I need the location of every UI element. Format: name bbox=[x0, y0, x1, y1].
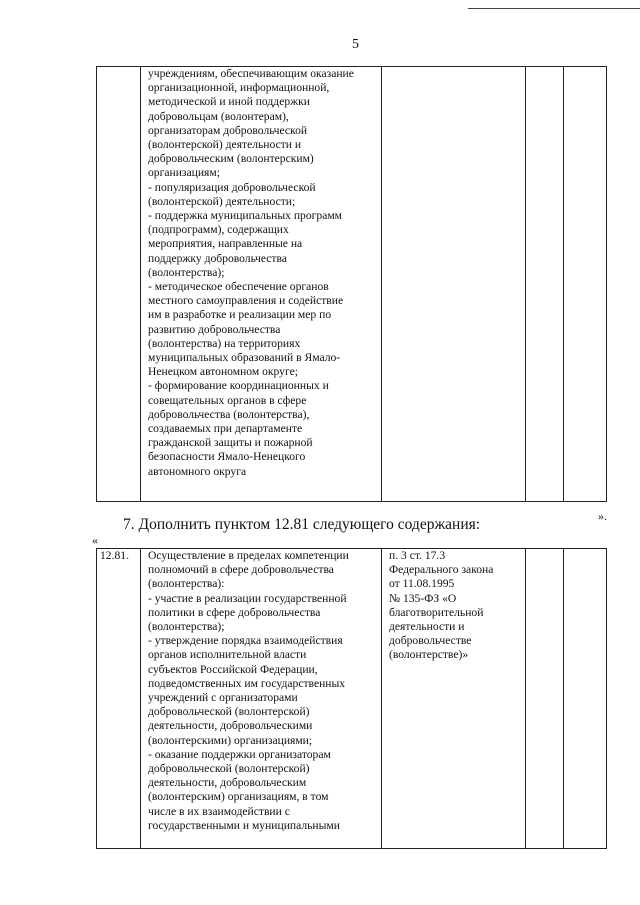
text-line: безопасности Ямало-Ненецкого bbox=[148, 450, 306, 464]
text-line: органов исполнительной власти bbox=[148, 648, 307, 662]
text-line: - популяризация добровольческой bbox=[148, 180, 316, 194]
text-line: учреждений с организаторами bbox=[148, 691, 298, 705]
law-line: добровольчестве bbox=[389, 634, 472, 648]
description-text bbox=[141, 67, 381, 479]
law-line: (волонтерстве)» bbox=[389, 648, 469, 662]
text-line: субъектов Российской Федерации, bbox=[148, 662, 318, 676]
cell-extra-2 bbox=[564, 549, 607, 849]
cell-number bbox=[97, 67, 141, 502]
text-line: мероприятия, направленные на bbox=[148, 237, 303, 251]
text-line: добровольческим (волонтерским) bbox=[148, 152, 314, 166]
text-line: муниципальных образований в Ямало- bbox=[148, 351, 341, 365]
text-line: им в разработке и реализации мер по bbox=[148, 308, 332, 322]
text-line: добровольческой (волонтерской) bbox=[148, 705, 310, 719]
cell-legal-basis bbox=[382, 67, 526, 502]
text-line: подведомственных им государственных bbox=[148, 676, 346, 690]
text-line: организациям; bbox=[148, 166, 220, 180]
text-line: добровольчества (волонтерства), bbox=[148, 407, 310, 421]
text-line: (волонтерскими) организациями; bbox=[148, 733, 313, 747]
cell-description bbox=[141, 67, 382, 502]
text-line: - методическое обеспечение органов bbox=[148, 280, 329, 294]
text-line: полномочий в сфере добровольчества bbox=[148, 563, 334, 577]
text-line: - утверждение порядка взаимодействия bbox=[148, 634, 343, 648]
opening-quote: « bbox=[92, 533, 98, 547]
law-line: благотворительной bbox=[389, 605, 484, 619]
description-text bbox=[141, 549, 381, 833]
text-line: политики в сфере добровольчества bbox=[148, 605, 321, 619]
table-continued bbox=[96, 66, 607, 502]
page-number: 5 bbox=[352, 37, 359, 52]
text-line: учреждениям, обеспечивающим оказание bbox=[148, 67, 354, 80]
law-line: № 135-ФЗ «О bbox=[389, 591, 457, 605]
text-line: развитию добровольчества bbox=[148, 322, 281, 336]
cell-extra-2 bbox=[564, 67, 607, 502]
text-line: (волонтерским) организациям, в том bbox=[148, 790, 329, 804]
text-line: местного самоуправления и содействие bbox=[148, 294, 344, 308]
text-line: - поддержка муниципальных программ bbox=[148, 209, 343, 223]
text-line: числе в их взаимодействии с bbox=[148, 804, 290, 818]
closing-quote: ». bbox=[598, 509, 607, 523]
text-line: (волонтерской) деятельности и bbox=[148, 138, 302, 152]
text-line: (волонтерства): bbox=[148, 577, 225, 591]
text-line: деятельности, добровольческими bbox=[148, 719, 313, 733]
item-number: 12.81. bbox=[100, 549, 129, 562]
top-rule bbox=[468, 8, 640, 9]
text-line: - формирование координационных и bbox=[148, 379, 329, 393]
cell-extra-1 bbox=[526, 67, 564, 502]
text-line: (волонтерства); bbox=[148, 620, 225, 634]
text-line: (подпрограмм), содержащих bbox=[148, 223, 289, 237]
cell-legal-basis bbox=[382, 549, 526, 849]
text-line: организаторам добровольческой bbox=[148, 123, 308, 137]
text-line: добровольческой (волонтерской) bbox=[148, 762, 310, 776]
text-line: государственными и муниципальными bbox=[148, 818, 340, 832]
text-line: добровольцам (волонтерам), bbox=[148, 109, 289, 123]
law-line: от 11.08.1995 bbox=[389, 577, 455, 591]
text-line: Осуществление в пределах компетенции bbox=[148, 549, 349, 562]
cell-description bbox=[141, 549, 382, 849]
text-line: методической и иной поддержки bbox=[148, 95, 310, 109]
table-new-item bbox=[96, 548, 607, 849]
instruction-heading: 7. Дополнить пунктом 12.81 следующего содержания: bbox=[123, 516, 481, 533]
text-line: деятельности, добровольческим bbox=[148, 776, 307, 790]
text-line: Ненецком автономном округе; bbox=[148, 365, 298, 379]
text-line: - оказание поддержки организаторам bbox=[148, 747, 331, 761]
law-line: Федерального закона bbox=[389, 563, 494, 577]
law-line: п. 3 ст. 17.3 bbox=[389, 549, 446, 562]
legal-basis-text bbox=[382, 549, 525, 663]
cell-number bbox=[97, 549, 141, 849]
text-line: организационной, информационной, bbox=[148, 81, 330, 95]
text-line: совещательных органов в сфере bbox=[148, 393, 307, 407]
text-line: создаваемых при департаменте bbox=[148, 422, 303, 436]
law-line: деятельности и bbox=[389, 620, 465, 634]
cell-extra-1 bbox=[526, 549, 564, 849]
text-line: поддержку добровольчества bbox=[148, 251, 287, 265]
text-line: гражданской защиты и пожарной bbox=[148, 436, 313, 450]
text-line: автономного округа bbox=[148, 464, 247, 478]
text-line: (волонтерства); bbox=[148, 265, 225, 279]
text-line: (волонтерской) деятельности; bbox=[148, 194, 296, 208]
text-line: - участие в реализации государственной bbox=[148, 591, 347, 605]
text-line: (волонтерства) на территориях bbox=[148, 336, 301, 350]
